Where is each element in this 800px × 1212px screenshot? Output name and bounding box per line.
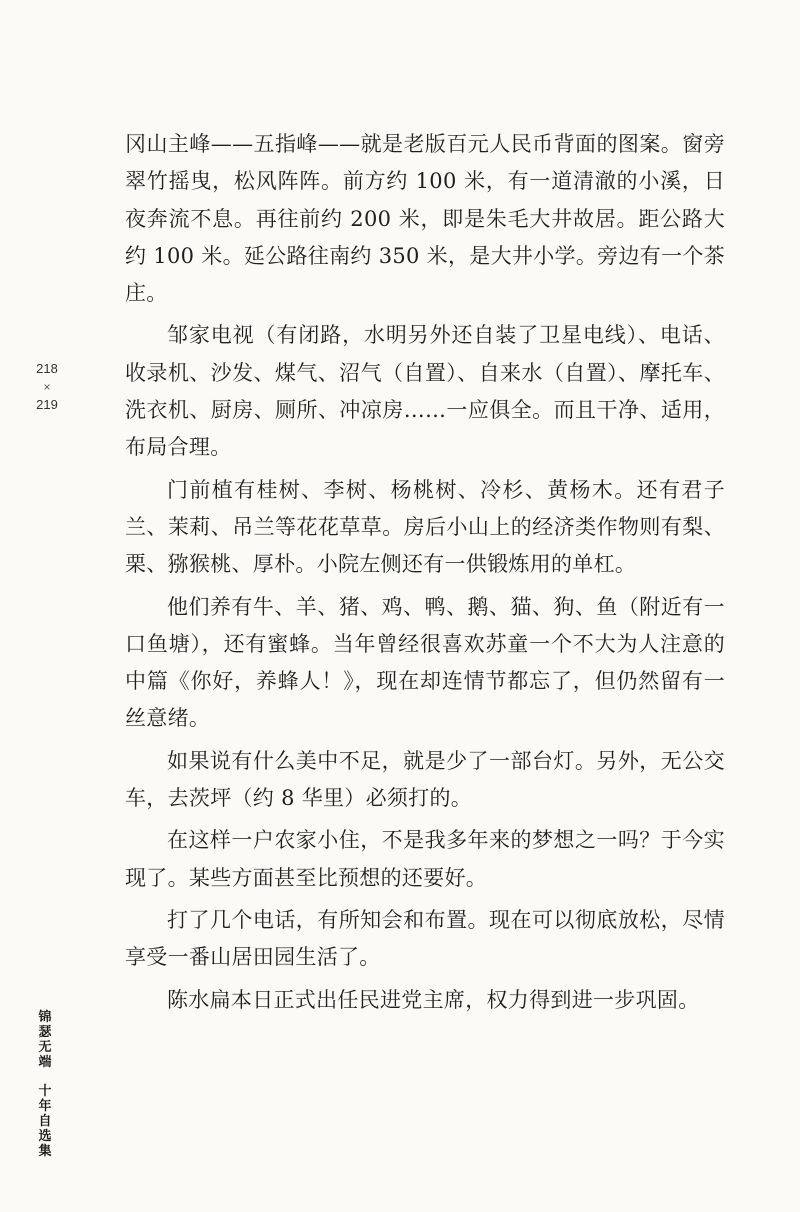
- paragraph-1: 冈山主峰——五指峰——就是老版百元人民币背面的图案。窗旁翠竹摇曳，松风阵阵。前方约 100 米，有一道清澈的小溪，日夜奔流不息。再往前约 200 米，即是朱毛大井故居。距公路大约 100 米。延公路往南约 350 米，是大井小学。旁边有一个茶庄。: [125, 132, 725, 306]
- paragraph-6: 在这样一户农家小住，不是我多年来的梦想之一吗？于今实现了。某些方面甚至比预想的还要好。: [125, 828, 725, 890]
- page-number-left: 218: [36, 361, 58, 376]
- page-numbers: [30, 360, 64, 414]
- paragraph-4: 他们养有牛、羊、猪、鸡、鸭、鹅、猫、狗、鱼（附近有一口鱼塘），还有蜜蜂。当年曾经很喜欢苏童一个不大为人注意的中篇《你好，养蜂人！》，现在却连情节都忘了，但仍然留有一丝意绪。: [125, 594, 725, 731]
- paragraph-7: 打了几个电话，有所知会和布置。现在可以彻底放松，尽情享受一番山居田园生活了。: [125, 907, 725, 970]
- book-title-vertical: [32, 1010, 58, 1159]
- page-number-right: 219: [36, 397, 58, 412]
- paragraph-8: 陈水扁本日正式出任民进党主席，权力得到进一步巩固。: [167, 987, 700, 1012]
- book-subtitle-char: 年: [38, 1099, 52, 1114]
- page-body: [125, 126, 725, 1019]
- book-subtitle-char: 十: [38, 1084, 52, 1099]
- book-title-char: 瑟: [38, 1025, 52, 1040]
- book-subtitle-char: 自: [38, 1114, 52, 1129]
- book-title-char: 锦: [38, 1010, 52, 1025]
- paragraph-3: 门前植有桂树、李树、杨桃树、冷杉、黄杨木。还有君子兰、茉莉、吊兰等花花草草。房后小山上的经济类作物则有梨、栗、猕猴桃、厚朴。小院左侧还有一供锻炼用的单杠。: [125, 477, 725, 577]
- book-subtitle-char: 集: [38, 1144, 52, 1159]
- book-subtitle-char: 选: [38, 1129, 52, 1144]
- book-title-char: 端: [38, 1055, 52, 1070]
- paragraph-2: 邹家电视（有闭路，水明另外还自装了卫星电线）、电话、收录机、沙发、煤气、沼气（自置）、自来水（自置）、摩托车、洗衣机、厨房、厕所、冲凉房……一应俱全。而且干净、适用，布局合理。: [125, 323, 725, 460]
- page-number-separator: ×: [43, 380, 51, 394]
- book-title-char: 无: [38, 1040, 52, 1055]
- paragraph-5: 如果说有什么美中不足，就是少了一部台灯。另外，无公交车，去茨坪（约 8 华里）必须打的。: [125, 748, 725, 811]
